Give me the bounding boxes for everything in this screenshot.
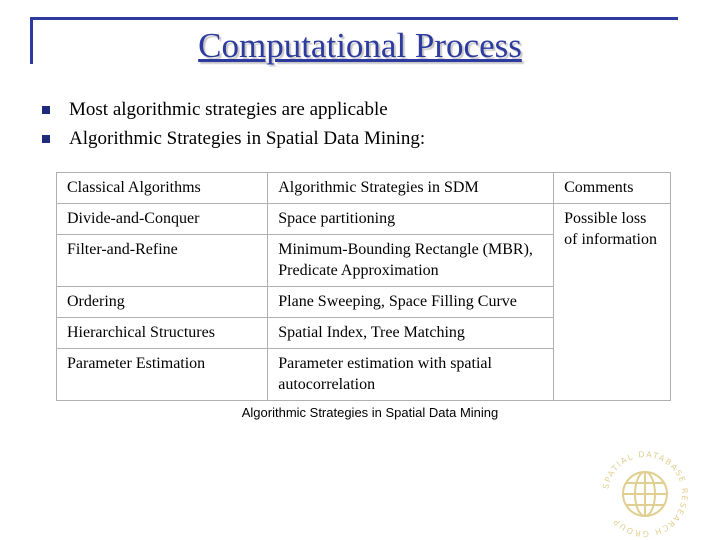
bullet-item — [42, 124, 425, 153]
table-cell: Ordering — [57, 287, 268, 318]
slide-title: Computational Process — [198, 26, 522, 65]
table-header-row — [57, 173, 671, 204]
globe-icon — [623, 472, 667, 516]
table-cell: Filter-and-Refine — [57, 235, 268, 287]
table-cell: Hierarchical Structures — [57, 318, 268, 349]
square-bullet-icon — [42, 106, 50, 114]
table-caption: Algorithmic Strategies in Spatial Data Mining — [241, 405, 499, 420]
table-cell: Parameter Estimation — [57, 349, 268, 401]
research-group-logo — [598, 450, 692, 538]
table-row — [57, 204, 671, 235]
bullet-text: Most algorithmic strategies are applicable — [69, 98, 388, 120]
frame-top-rule — [30, 17, 678, 20]
bullet-item — [42, 95, 425, 124]
header-cell: Comments — [554, 173, 671, 204]
strategies-table — [56, 172, 671, 401]
table-cell: Spatial Index, Tree Matching — [268, 318, 554, 349]
square-bullet-icon — [42, 135, 50, 143]
table-cell: Space partitioning — [268, 204, 554, 235]
header-cell: Classical Algorithms — [57, 173, 268, 204]
header-cell: Algorithmic Strategies in SDM — [268, 173, 554, 204]
logo-ring-text: SPATIAL DATABASE RESEARCH GROUP — [601, 450, 690, 538]
bullet-list — [42, 95, 425, 153]
table-cell: Divide-and-Conquer — [57, 204, 268, 235]
table-cell: Plane Sweeping, Space Filling Curve — [268, 287, 554, 318]
comment-cell: Possible loss of information — [554, 204, 671, 401]
table-cell: Parameter estimation with spatial autocorrelation — [268, 349, 554, 401]
bullet-text: Algorithmic Strategies in Spatial Data Mining: — [69, 127, 426, 149]
table-cell: Minimum-Bounding Rectangle (MBR), Predicate Approximation — [268, 235, 554, 287]
